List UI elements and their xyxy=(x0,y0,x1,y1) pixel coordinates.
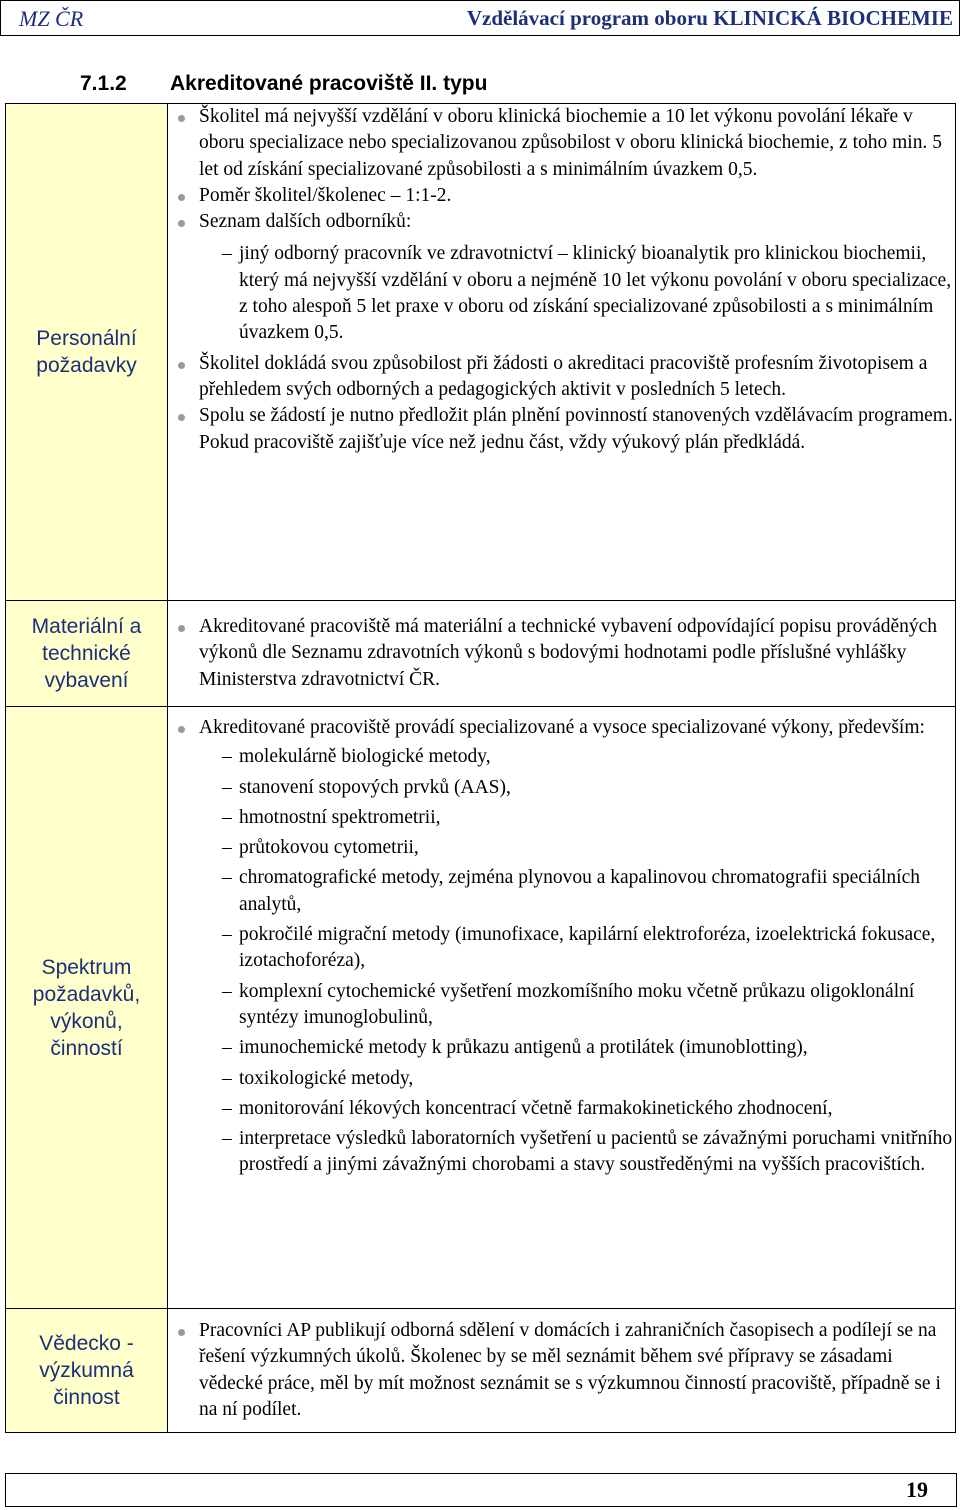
method-item: – stanovení stopových prvků (AAS), xyxy=(168,775,955,801)
section-title: Akreditované pracoviště II. typu xyxy=(170,72,488,95)
content-research xyxy=(168,1309,956,1433)
methods-list xyxy=(168,744,955,1178)
experts-heading: Seznam dalších odborníků: xyxy=(199,211,412,233)
label-material xyxy=(6,601,168,707)
label-personal-line1: Personální xyxy=(36,327,137,350)
list-item: Školitel dokládá svou způsobilost při žádosti o akreditaci pracoviště profesním životopisem a přehledem svých odborných a pedagogických aktivit v posledních 5 letech. xyxy=(168,351,955,404)
page-header xyxy=(0,0,960,36)
method-item: – molekulárně biologické metody, xyxy=(168,744,955,770)
label-material-line2: technické xyxy=(42,642,131,665)
method-item: – hmotnostní spektrometrii, xyxy=(168,805,955,831)
method-item: – chromatografické metody, zejména plynovou a kapalinovou chromatografii speciálních analytů, xyxy=(168,865,955,918)
row-spectrum xyxy=(6,707,956,1309)
row-material xyxy=(6,601,956,707)
label-research xyxy=(6,1309,168,1433)
method-item: – interpretace výsledků laboratorních vyšetření u pacientů se závažnými poruchami vnitřního prostředí a jinými závažnými chorobami a stavy soustředěnými na vyšších pracovištích. xyxy=(168,1126,955,1179)
label-personal xyxy=(6,104,168,601)
method-item: – komplexní cytochemické vyšetření mozkomíšního moku včetně průkazu oligoklonální syntézy imunoglobulinů, xyxy=(168,979,955,1032)
method-item: – imunochemické metody k průkazu antigenů a protilátek (imunoblotting), xyxy=(168,1035,955,1061)
page-number: 19 xyxy=(906,1477,928,1502)
label-spectrum-line3: výkonů, xyxy=(50,1009,123,1033)
requirements-table xyxy=(5,103,956,1433)
header-ministry: MZ ČR xyxy=(19,6,84,31)
list-item: Pracovníci AP publikují odborná sdělení v domácích i zahraničních časopisech a podílejí se na řešení výzkumných úkolů. Školenec by se měl seznámit během své přípravy se zásadami vědecké práce, měl by mít možnost seznámit se s výzkumnou činností pracoviště, případně se i na ní podílet. xyxy=(168,1318,955,1423)
label-spectrum xyxy=(6,707,168,1309)
material-list xyxy=(168,614,955,693)
method-item: – monitorování lékových koncentrací včetně farmakokinetického zhodnocení, xyxy=(168,1096,955,1122)
label-material-line1: Materiální a xyxy=(31,615,142,638)
research-list xyxy=(168,1318,955,1423)
list-item: Spolu se žádostí je nutno předložit plán plnění povinností stanovených vzdělávacím programem. Pokud pracoviště zajišťuje více než jednu část, vždy výukový plán předkládá. xyxy=(168,403,955,456)
list-item xyxy=(168,715,955,1179)
label-research-line3: činnost xyxy=(53,1386,120,1409)
experts-list xyxy=(168,241,955,346)
method-item: – pokročilé migrační metody (imunofixace, kapilární elektroforéza, izoelektrická fokusace, izotachoforéza), xyxy=(168,922,955,975)
label-spectrum-line4: činností xyxy=(50,1036,123,1060)
content-personal xyxy=(168,104,956,601)
row-research xyxy=(6,1309,956,1433)
list-item: Akreditované pracoviště má materiální a technické vybavení odpovídající popisu prováděných výkonů dle Seznamu zdravotních výkonů s bodovými hodnotami podle příslušné vyhlášky Ministerstva zdravotnictví ČR. xyxy=(168,614,955,693)
list-item: Školitel má nejvyšší vzdělání v oboru klinická biochemie a 10 let výkonu povolání lékaře v oboru specializace nebo specializovanou způsobilost v oboru klinická biochemie, z toho min. 5 let od získání specializované způsobilosti a s minimálním úvazkem 0,5. xyxy=(168,104,955,183)
personal-list xyxy=(168,104,955,456)
page-footer xyxy=(5,1473,957,1507)
label-material-line3: vybavení xyxy=(44,669,129,692)
list-item: – jiný odborný pracovník ve zdravotnictví – klinický bioanalytik pro klinickou biochemii, který má nejvyšší vzdělání v oboru a nejméně 10 let výkonu povolání v oboru specializace, z toho alespoň 5 let praxe v oboru od získání specializované způsobilosti a s minimálním úvazkem 0,5. xyxy=(168,241,955,346)
section-heading xyxy=(80,72,487,96)
spectrum-list xyxy=(168,715,955,1179)
section-number: 7.1.2 xyxy=(80,72,127,95)
label-research-line2: výzkumná xyxy=(39,1359,134,1382)
spectrum-intro: Akreditované pracoviště provádí specializované a vysoce specializované výkony, především: xyxy=(199,717,925,738)
method-item: – toxikologické metody, xyxy=(168,1066,955,1092)
label-spectrum-line2: požadavků, xyxy=(32,982,141,1006)
label-research-line1: Vědecko - xyxy=(39,1332,134,1355)
list-item: Poměr školitel/školenec – 1:1-2. xyxy=(168,183,955,209)
list-item xyxy=(168,209,955,346)
label-spectrum-line1: Spektrum xyxy=(41,955,132,979)
label-personal-line2: požadavky xyxy=(36,354,137,377)
content-material xyxy=(168,601,956,707)
row-personal xyxy=(6,104,956,601)
method-item: – průtokovou cytometrii, xyxy=(168,835,955,861)
header-program-title: Vzdělávací program oboru KLINICKÁ BIOCHEMIE xyxy=(466,6,953,30)
content-spectrum xyxy=(168,707,956,1309)
